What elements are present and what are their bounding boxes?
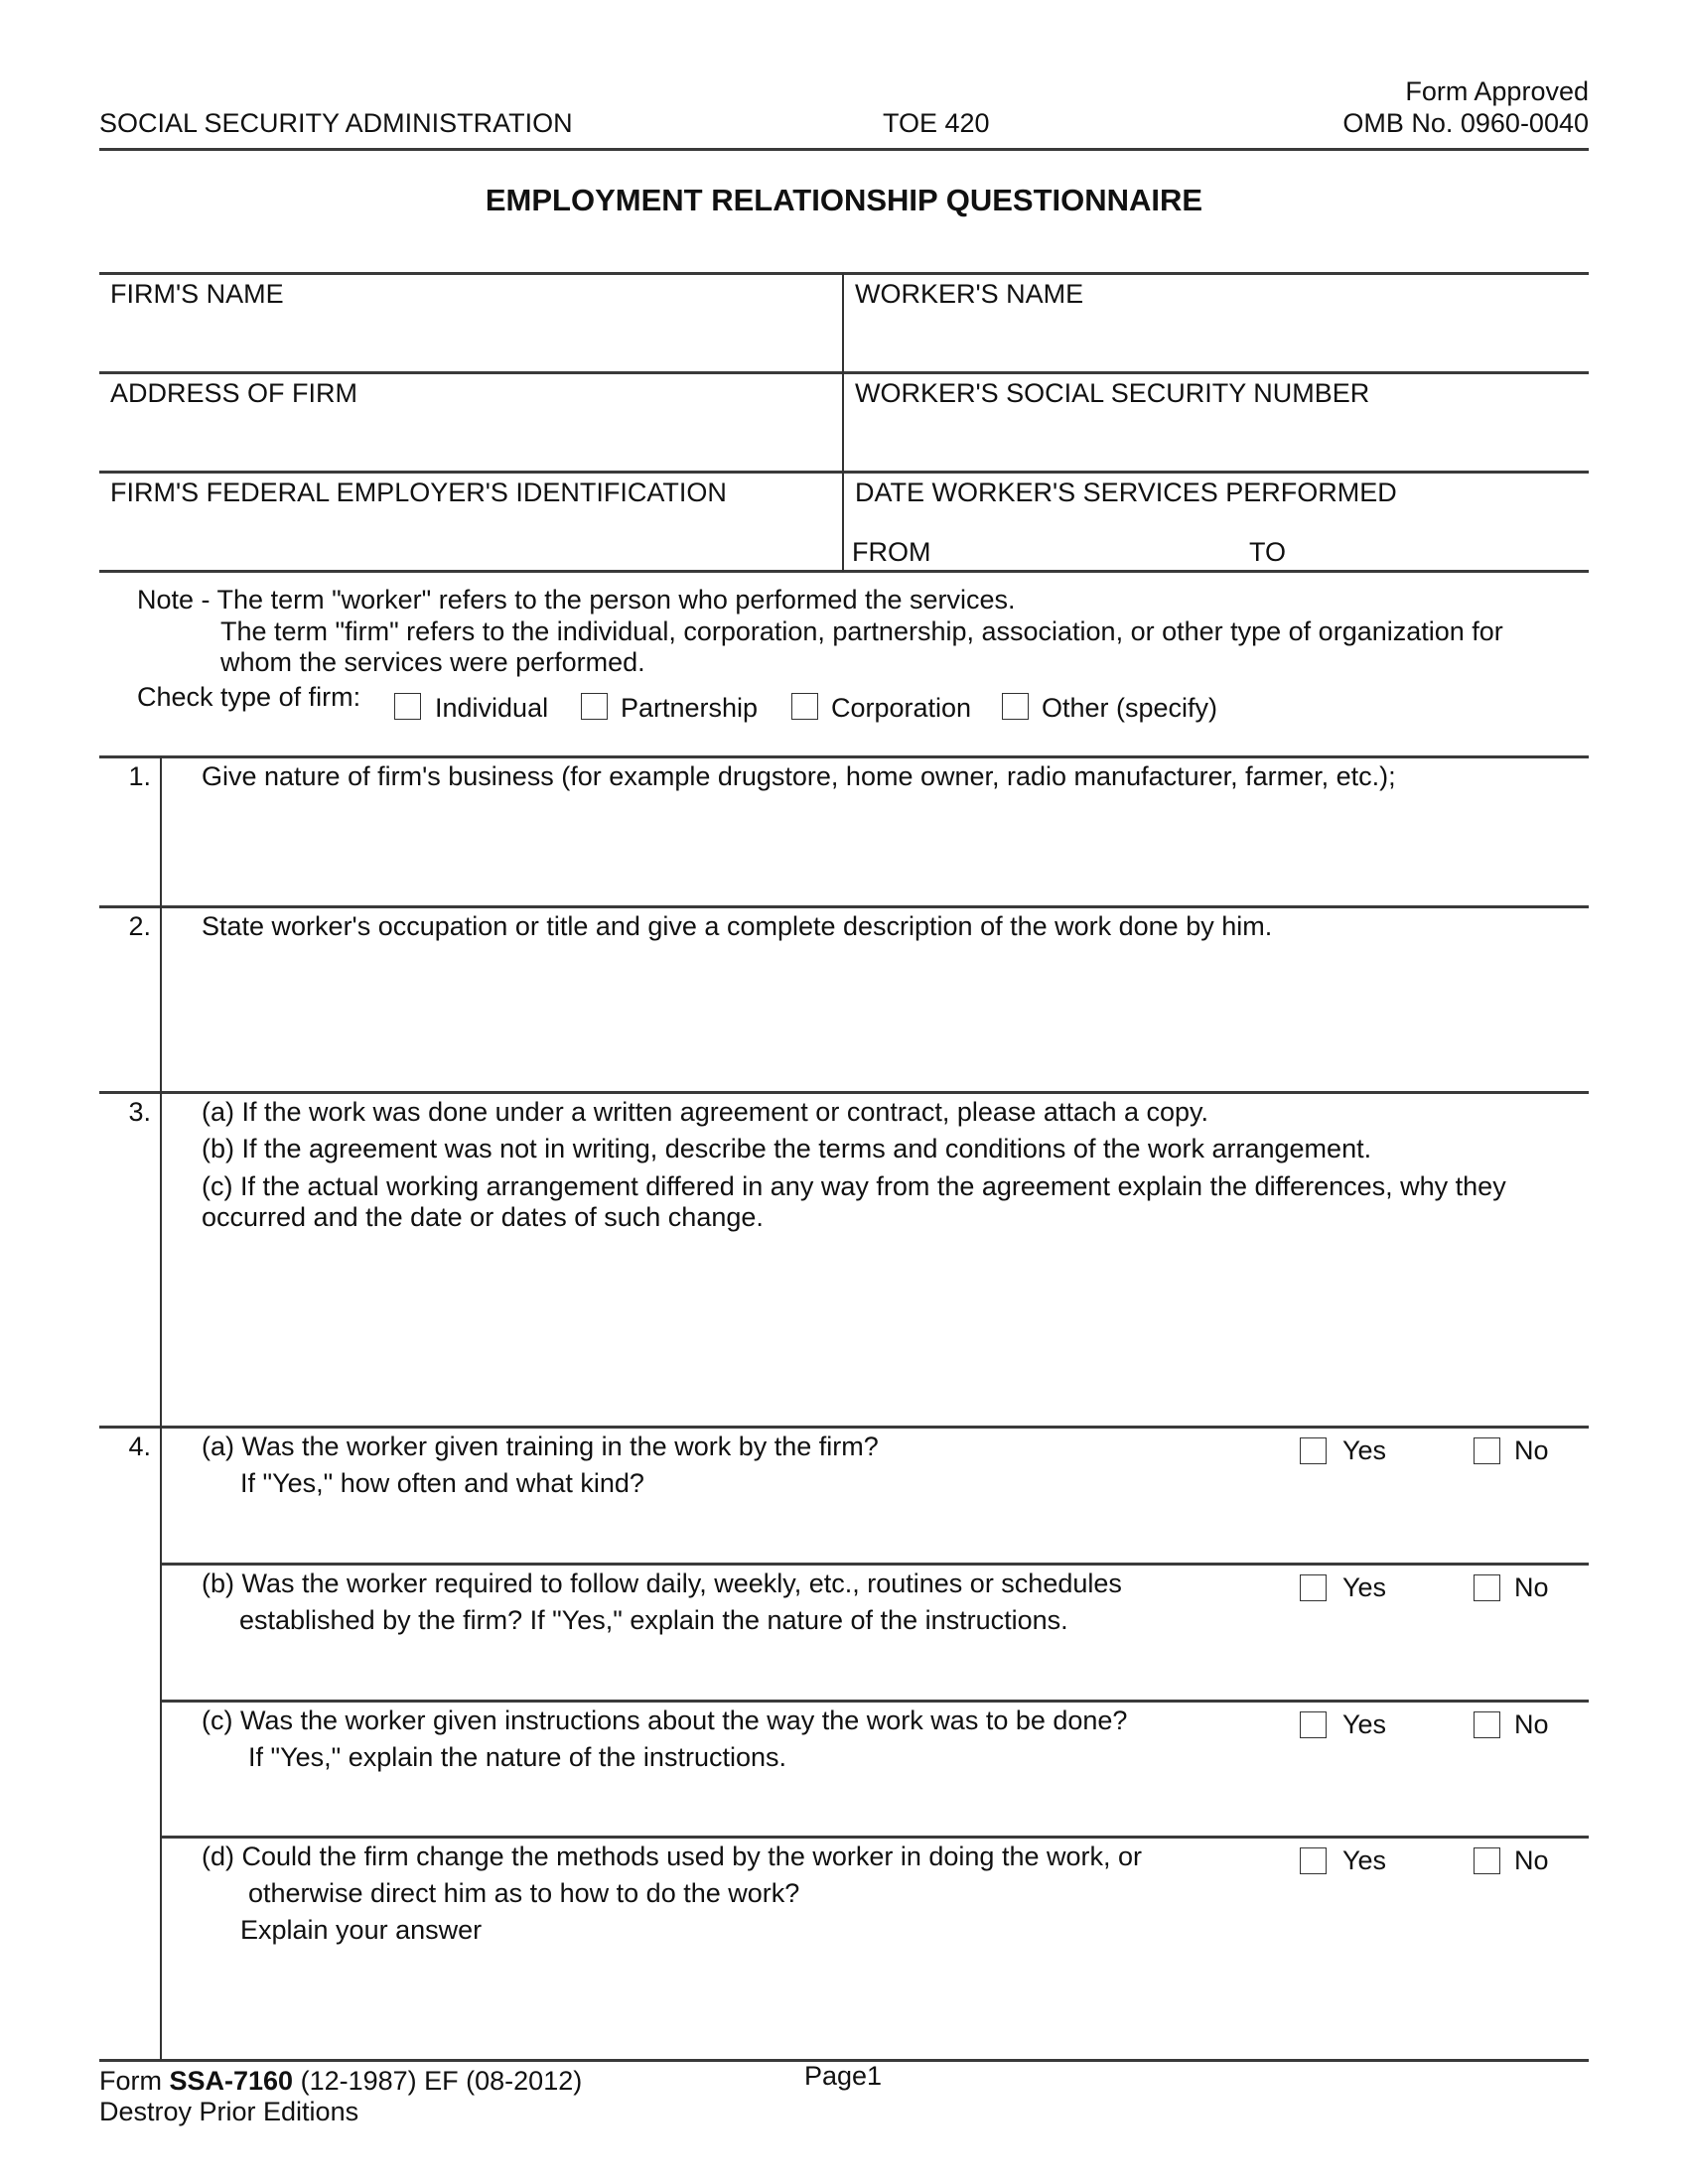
question-text-cont: otherwise direct him as to how to do the work? <box>248 1878 800 1908</box>
yes-label: Yes <box>1342 1572 1387 1602</box>
subquestion-rule <box>161 1563 1589 1566</box>
table-rule <box>99 570 1589 573</box>
form-identifier <box>99 2065 582 2097</box>
question-text: Give nature of firm's business (for example drugstore, home owner, radio manufacturer, farmer, etc.); <box>202 761 1396 791</box>
no-label: No <box>1514 1845 1549 1875</box>
no-label: No <box>1514 1435 1549 1465</box>
number-column-divider <box>160 756 162 2060</box>
firm-ein-input[interactable] <box>110 516 829 562</box>
form-edition: (12-1987) EF (08-2012) <box>293 2066 583 2096</box>
to-date-input[interactable] <box>1301 526 1583 568</box>
question-rule <box>99 1091 1589 1094</box>
no-label: No <box>1514 1709 1549 1739</box>
from-date-input[interactable] <box>943 526 1235 568</box>
question-rule <box>99 905 1589 908</box>
form-approved-label: Form Approved <box>1405 76 1589 106</box>
agency-name: SOCIAL SECURITY ADMINISTRATION <box>99 108 573 138</box>
q4b-no-checkbox[interactable] <box>1474 1574 1500 1601</box>
q4a-answer[interactable] <box>240 1503 1585 1561</box>
q4a-no-checkbox[interactable] <box>1474 1437 1500 1464</box>
question-text: (a) Was the worker given training in the work by the firm? <box>202 1432 879 1461</box>
corporation-checkbox[interactable] <box>791 693 818 720</box>
worker-ssn-input[interactable] <box>855 417 1579 463</box>
explain-label: Explain your answer <box>240 1915 483 1945</box>
worker-ssn-label: WORKER'S SOCIAL SECURITY NUMBER <box>855 378 1370 408</box>
partnership-label: Partnership <box>621 693 759 723</box>
subquestion-rule <box>161 1700 1589 1703</box>
yes-label: Yes <box>1342 1845 1387 1875</box>
header-rule <box>99 148 1589 151</box>
table-rule <box>99 272 1589 275</box>
other-specify-label: Other (specify) <box>1042 693 1218 723</box>
form-number: SSA-7160 <box>169 2066 294 2096</box>
yes-label: Yes <box>1342 1435 1387 1465</box>
q4c-answer[interactable] <box>248 1777 1583 1835</box>
subquestion-rule <box>161 1836 1589 1839</box>
no-label: No <box>1514 1572 1549 1602</box>
q4b-answer[interactable] <box>239 1640 1584 1698</box>
destroy-prior-editions: Destroy Prior Editions <box>99 2097 359 2126</box>
table-rule <box>99 371 1589 374</box>
firm-name-input[interactable] <box>110 318 829 363</box>
yes-label: Yes <box>1342 1709 1387 1739</box>
question-number: 2. <box>128 911 151 941</box>
page-title: EMPLOYMENT RELATIONSHIP QUESTIONNAIRE <box>485 183 1203 217</box>
firm-name-label: FIRM'S NAME <box>110 279 284 309</box>
individual-label: Individual <box>435 693 549 723</box>
q4d-no-checkbox[interactable] <box>1474 1847 1500 1874</box>
service-dates-label: DATE WORKER'S SERVICES PERFORMED <box>855 478 1397 507</box>
form-prefix: Form <box>99 2066 170 2096</box>
table-rule <box>99 471 1589 474</box>
partnership-checkbox[interactable] <box>581 693 608 720</box>
question-text-cont: established by the firm? If "Yes," explain the nature of the instructions. <box>239 1605 1068 1635</box>
q3-answer[interactable] <box>202 1241 1586 1424</box>
question-text-cont: If "Yes," how often and what kind? <box>240 1468 644 1498</box>
question-text: (b) Was the worker required to follow daily, weekly, etc., routines or schedules <box>202 1569 1122 1598</box>
question-number: 3. <box>128 1097 151 1127</box>
q2-answer[interactable] <box>202 946 1586 1089</box>
question-3c-text-cont: occurred and the date or dates of such change. <box>202 1202 764 1232</box>
worker-name-input[interactable] <box>855 318 1579 363</box>
note-line-2: The term "firm" refers to the individual, corporation, partnership, association, or other type of organization for <box>220 616 1503 646</box>
question-number: 4. <box>128 1432 151 1461</box>
omb-number: OMB No. 0960-0040 <box>1342 108 1589 138</box>
worker-name-label: WORKER'S NAME <box>855 279 1084 309</box>
question-number: 1. <box>128 761 151 791</box>
q4b-yes-checkbox[interactable] <box>1300 1574 1327 1601</box>
question-text-cont: If "Yes," explain the nature of the instructions. <box>248 1742 786 1772</box>
individual-checkbox[interactable] <box>394 693 421 720</box>
q4c-no-checkbox[interactable] <box>1474 1711 1500 1738</box>
note-line-1: Note - The term "worker" refers to the person who performed the services. <box>137 585 1016 614</box>
table-divider <box>842 273 844 572</box>
q4d-answer[interactable] <box>240 1952 1585 2055</box>
q4a-yes-checkbox[interactable] <box>1300 1437 1327 1464</box>
note-line-3: whom the services were performed. <box>220 647 645 677</box>
firm-address-label: ADDRESS OF FIRM <box>110 378 358 408</box>
to-label: TO <box>1249 537 1287 567</box>
question-rule <box>99 1426 1589 1429</box>
from-label: FROM <box>852 537 931 567</box>
other-checkbox[interactable] <box>1002 693 1029 720</box>
q4c-yes-checkbox[interactable] <box>1300 1711 1327 1738</box>
question-rule <box>99 755 1589 758</box>
question-3b-text: (b) If the agreement was not in writing, describe the terms and conditions of the work arrangement. <box>202 1134 1372 1163</box>
firm-type-label: Check type of firm: <box>137 682 361 712</box>
question-3c-text: (c) If the actual working arrangement differed in any way from the agreement explain the differences, why they <box>202 1171 1506 1201</box>
q1-answer[interactable] <box>202 796 1586 903</box>
question-text: State worker's occupation or title and give a complete description of the work done by him. <box>202 911 1273 941</box>
form-code: TOE 420 <box>883 108 990 138</box>
q4d-yes-checkbox[interactable] <box>1300 1847 1327 1874</box>
page-number: Page1 <box>804 2061 883 2091</box>
question-text: (c) Was the worker given instructions about the way the work was to be done? <box>202 1706 1128 1735</box>
firm-address-input[interactable] <box>110 417 829 463</box>
firm-ein-label: FIRM'S FEDERAL EMPLOYER'S IDENTIFICATION <box>110 478 727 507</box>
question-text: (d) Could the firm change the methods used by the worker in doing the work, or <box>202 1842 1142 1871</box>
corporation-label: Corporation <box>831 693 972 723</box>
question-3a-text: (a) If the work was done under a written agreement or contract, please attach a copy. <box>202 1097 1209 1127</box>
